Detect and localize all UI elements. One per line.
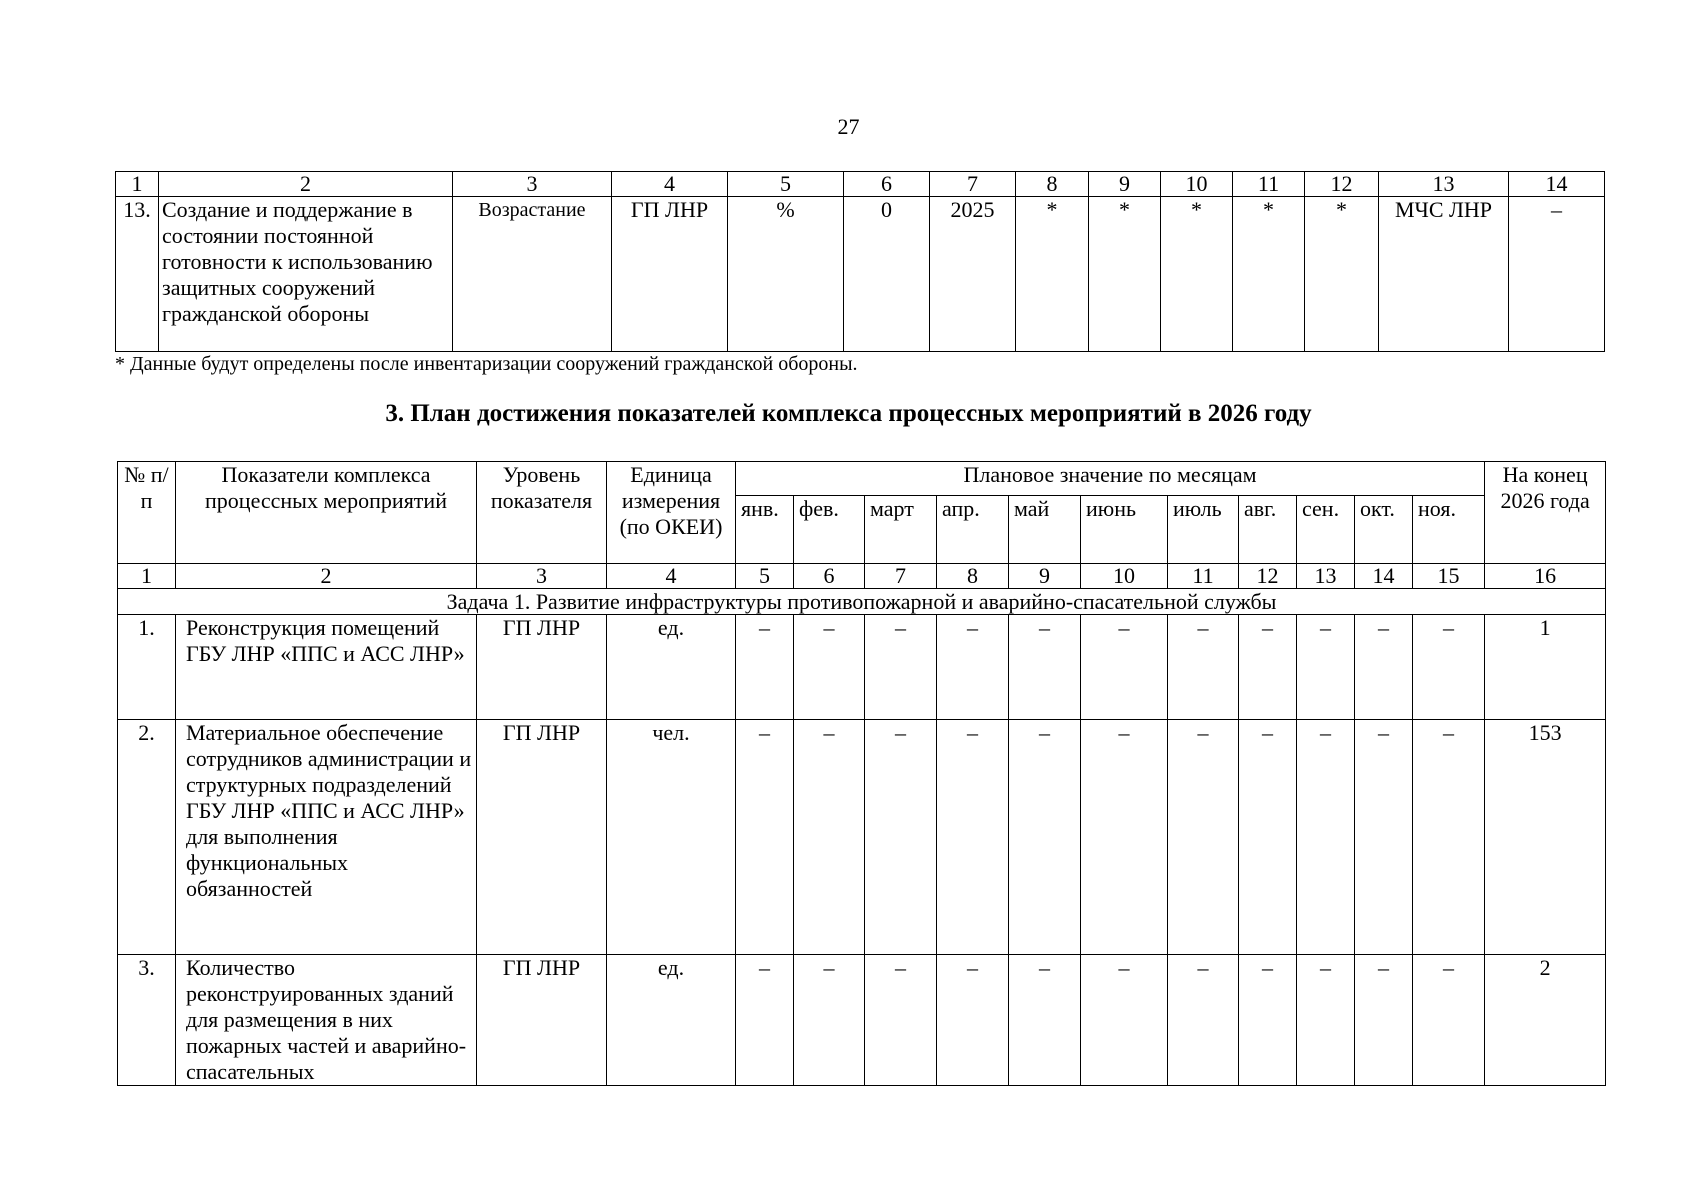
month-value: – <box>1413 955 1485 1086</box>
month-value: – <box>794 720 865 955</box>
month-value: – <box>1297 720 1355 955</box>
month-value: – <box>1297 955 1355 1086</box>
responsible: МЧС ЛНР <box>1379 197 1509 352</box>
header-indicator: Показатели комплекса процессных мероприятий <box>176 462 477 564</box>
month-header: окт. <box>1355 496 1413 564</box>
month-value: – <box>1297 615 1355 720</box>
plan-table <box>117 461 1606 1086</box>
row-number: 1. <box>118 615 176 720</box>
unit: ед. <box>607 615 736 720</box>
column-numbers-row <box>118 564 1606 589</box>
column-number: 4 <box>612 172 728 197</box>
column-number: 5 <box>728 172 844 197</box>
page-number: 27 <box>837 114 860 139</box>
section-title: 3. План достижения показателей комплекса процессных мероприятий в 2026 году <box>385 400 1312 427</box>
column-number: 11 <box>1233 172 1305 197</box>
indicator-level: ГП ЛНР <box>477 720 607 955</box>
column-number: 10 <box>1081 564 1168 589</box>
indicator-name: Реконструкция помещений ГБУ ЛНР «ППС и АСС ЛНР» <box>176 615 477 720</box>
month-header: сен. <box>1297 496 1355 564</box>
column-number: 6 <box>844 172 930 197</box>
header-num: № п/п <box>118 462 176 564</box>
task-row <box>118 589 1606 615</box>
column-number: 7 <box>930 172 1016 197</box>
value-cell: * <box>1161 197 1233 352</box>
header-level: Уровень показателя <box>477 462 607 564</box>
month-value: – <box>1355 720 1413 955</box>
task-title: Задача 1. Развитие инфраструктуры противопожарной и аварийно-спасательной службы <box>118 589 1606 615</box>
row-number: 13. <box>116 197 159 352</box>
column-number: 7 <box>865 564 937 589</box>
unit: % <box>728 197 844 352</box>
column-number: 12 <box>1239 564 1297 589</box>
month-value: – <box>1239 720 1297 955</box>
month-value: – <box>736 955 794 1086</box>
unit: ед. <box>607 955 736 1086</box>
month-value: – <box>1355 615 1413 720</box>
month-header: июнь <box>1081 496 1168 564</box>
column-number: 2 <box>176 564 477 589</box>
column-number: 16 <box>1485 564 1606 589</box>
trend: Возрастание <box>453 197 612 352</box>
column-number: 12 <box>1305 172 1379 197</box>
month-header: июль <box>1168 496 1239 564</box>
month-value: – <box>1239 955 1297 1086</box>
month-header: ноя. <box>1413 496 1485 564</box>
row-number: 2. <box>118 720 176 955</box>
month-value: – <box>865 720 937 955</box>
column-number: 3 <box>477 564 607 589</box>
month-value: – <box>1168 615 1239 720</box>
end-of-year-value: 153 <box>1485 720 1606 955</box>
column-number: 11 <box>1168 564 1239 589</box>
column-number: 10 <box>1161 172 1233 197</box>
indicator-name: Количество реконструированных зданий для размещения в них пожарных частей и аварийно-спасательных <box>176 955 477 1086</box>
month-value: – <box>1239 615 1297 720</box>
header-row <box>118 462 1606 496</box>
end-of-year-value: 2 <box>1485 955 1606 1086</box>
table-row <box>118 955 1606 1086</box>
column-number: 1 <box>118 564 176 589</box>
value-cell: * <box>1089 197 1161 352</box>
month-value: – <box>794 955 865 1086</box>
month-value: – <box>1413 720 1485 955</box>
row-number: 3. <box>118 955 176 1086</box>
month-value: – <box>794 615 865 720</box>
base-value: 0 <box>844 197 930 352</box>
month-value: – <box>736 720 794 955</box>
column-numbers-row <box>116 172 1605 197</box>
indicator-level: ГП ЛНР <box>477 955 607 1086</box>
column-number: 5 <box>736 564 794 589</box>
indicator-name: Создание и поддержание в состоянии постоянной готовности к использованию защитных сооружений гражданской обороны <box>159 197 453 352</box>
month-value: – <box>1009 955 1081 1086</box>
table-row <box>116 197 1605 352</box>
month-value: – <box>937 955 1009 1086</box>
column-number: 2 <box>159 172 453 197</box>
month-value: – <box>1413 615 1485 720</box>
column-number: 13 <box>1297 564 1355 589</box>
month-header: авг. <box>1239 496 1297 564</box>
value-cell: * <box>1233 197 1305 352</box>
indicator-name: Материальное обеспечение сотрудников администрации и структурных подразделений ГБУ ЛНР «ППС и АСС ЛНР» для выполнения функциональных обязанностей <box>176 720 477 955</box>
table-row <box>118 615 1606 720</box>
column-number: 14 <box>1355 564 1413 589</box>
column-number: 13 <box>1379 172 1509 197</box>
month-value: – <box>1081 720 1168 955</box>
month-header: янв. <box>736 496 794 564</box>
month-value: – <box>1081 955 1168 1086</box>
month-header: май <box>1009 496 1081 564</box>
month-value: – <box>1168 720 1239 955</box>
column-number: 9 <box>1009 564 1081 589</box>
month-value: – <box>1355 955 1413 1086</box>
month-value: – <box>736 615 794 720</box>
month-value: – <box>1081 615 1168 720</box>
column-number: 15 <box>1413 564 1485 589</box>
column-number: 1 <box>116 172 159 197</box>
month-header: март <box>865 496 937 564</box>
column-number: 4 <box>607 564 736 589</box>
base-year: 2025 <box>930 197 1016 352</box>
column-number: 3 <box>453 172 612 197</box>
month-value: – <box>937 615 1009 720</box>
month-header: фев. <box>794 496 865 564</box>
indicators-table-continued <box>115 171 1605 352</box>
header-unit: Единица измерения (по ОКЕИ) <box>607 462 736 564</box>
column-number: 8 <box>1016 172 1089 197</box>
unit: чел. <box>607 720 736 955</box>
indicator-level: ГП ЛНР <box>612 197 728 352</box>
end-of-year-value: 1 <box>1485 615 1606 720</box>
footnote: * Данные будут определены после инвентаризации сооружений гражданской обороны. <box>115 353 858 375</box>
month-value: – <box>937 720 1009 955</box>
value-cell: – <box>1509 197 1605 352</box>
value-cell: * <box>1305 197 1379 352</box>
month-header: апр. <box>937 496 1009 564</box>
column-number: 6 <box>794 564 865 589</box>
table-row <box>118 720 1606 955</box>
column-number: 14 <box>1509 172 1605 197</box>
column-number: 8 <box>937 564 1009 589</box>
header-end-of-year: На конец 2026 года <box>1485 462 1606 564</box>
header-plan-by-month: Плановое значение по месяцам <box>736 462 1485 496</box>
value-cell: * <box>1016 197 1089 352</box>
indicator-level: ГП ЛНР <box>477 615 607 720</box>
month-value: – <box>1009 720 1081 955</box>
month-value: – <box>1009 615 1081 720</box>
month-value: – <box>1168 955 1239 1086</box>
column-number: 9 <box>1089 172 1161 197</box>
month-value: – <box>865 955 937 1086</box>
month-value: – <box>865 615 937 720</box>
